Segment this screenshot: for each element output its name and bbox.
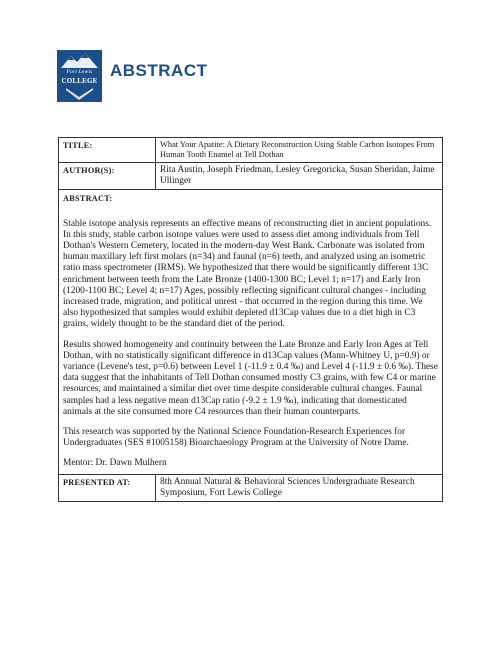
abstract-paragraph-2: Results showed homogeneity and continuity between the Late Bronze and Early Iron Ages at Tell Dothan, with no statistically significant difference in d13Cap values (Mann-Whitney U, p=0.9) or variance (Levene's test, p=0.6) between Level 1 (-11.9 ± 0.4 ‰) and Level 4 (-11.9 ± 0.6 ‰). These data suggest that the inhabitants of Tell Dothan consumed mostly C3 grains, with few C4 or marine resources, and maintained a similar diet over time despite considerable cultural changes. Faunal samples had a less negative mean d13Cap ratio (-9.2 ± 1.9 ‰), indicating that domesticated animals at the site consumed more C4 resources than their human counterparts.: [63, 339, 438, 417]
abstract-label: ABSTRACT:: [63, 194, 113, 204]
authors-label: AUTHOR(S):: [59, 163, 156, 190]
title-label: TITLE:: [59, 138, 156, 163]
abstract-cell: [59, 190, 443, 474]
abstract-row: [59, 190, 443, 474]
logo-line-2: COLLEGE: [61, 77, 98, 85]
abstract-form-table: [58, 137, 443, 502]
page-heading: ABSTRACT: [110, 61, 208, 80]
title-value: What Your Apatite: A Dietary Reconstruction Using Stable Carbon Isotopes From Human Tooth Enamel at Tell Dothan: [156, 138, 443, 163]
college-logo: [57, 50, 102, 102]
logo-line-1: Fort Lewis: [66, 69, 93, 75]
authors-row: [59, 163, 443, 190]
authors-value: Rita Austin, Joseph Friedman, Lesley Gregoricka, Susan Sheridan, Jaime Ullinger: [156, 163, 443, 190]
abstract-paragraph-3: This research was supported by the National Science Foundation-Research Experiences for Undergraduates (SES #1005158) Bioarchaeology Program at the University of Notre Dame.: [63, 427, 409, 449]
mentor-line: Mentor: Dr. Dawn Mulhern: [63, 458, 167, 469]
title-row: [59, 138, 443, 163]
presented-row: [59, 474, 443, 501]
presented-value: 8th Annual Natural & Behavioral Sciences Undergraduate Research Symposium, Fort Lewis College: [156, 474, 443, 501]
presented-label: PRESENTED AT:: [59, 474, 156, 501]
mountain-icon: [57, 50, 102, 102]
abstract-paragraph-1: Stable isotope analysis represents an effective means of reconstructing diet in ancient populations. In this study, stable carbon isotope values were used to assess diet among individuals from Tell Dothan's Western Cemetery, located in the modern-day West Bank. Carbonate was isolated from human maxillary left first molars (n=34) and faunal (n=6) teeth, and analyzed using an isometric ratio mass spectrometer (IRMS). We hypothesized that there would be significantly different 13C enrichment between teeth from the Late Bronze (1400-1300 BC; Level 1; n=17) and Early Iron (1200-1100 BC; Level 4; n=17) Ages, possibly reflecting significant cultural changes - including increased trade, migration, and political unrest - that occurred in the region during this time. We also hypothesized that samples would exhibit depleted d13Cap values due to a diet high in C3 grains, widely thought to be the standard diet of the period.: [63, 218, 432, 330]
